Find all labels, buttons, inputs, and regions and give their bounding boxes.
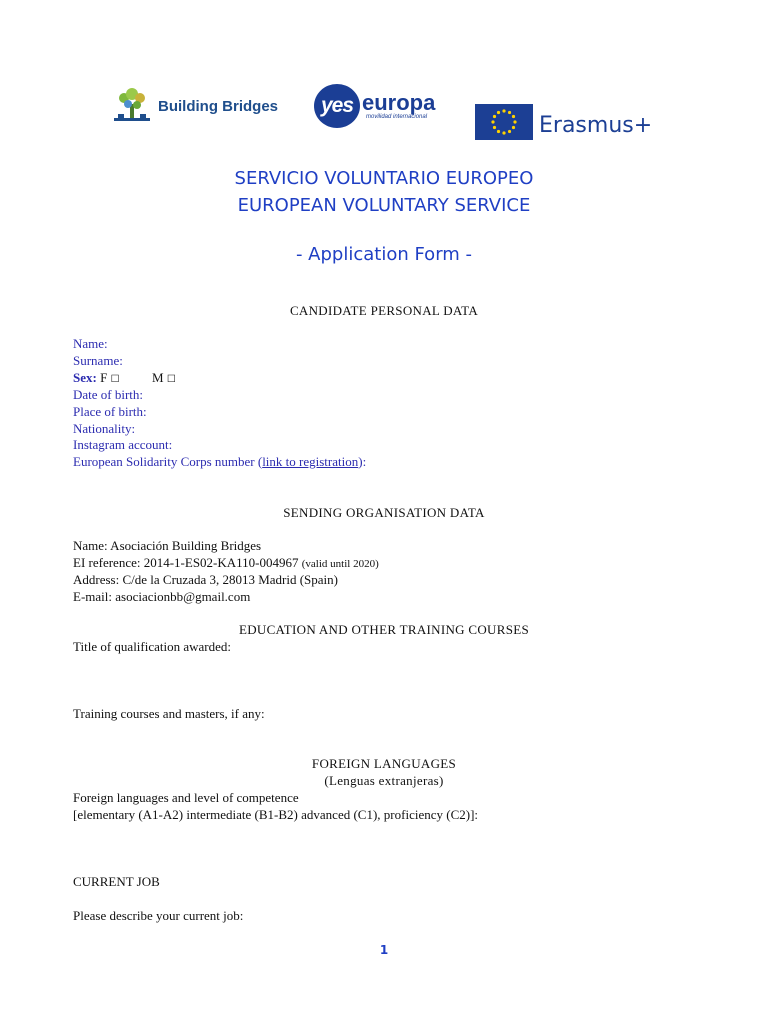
eu-flag-icon: [475, 104, 533, 140]
surname-label: Surname:: [73, 353, 123, 368]
esc-prefix: European Solidarity Corps number (: [73, 454, 263, 469]
nationality-label: Nationality:: [73, 421, 136, 436]
esc-number-row: [73, 454, 366, 470]
qualification-label: Title of qualification awarded:: [73, 639, 232, 654]
registration-link[interactable]: link to registration: [262, 454, 359, 469]
erasmus-text: Erasmus+: [539, 113, 653, 138]
name-label: Name:: [73, 336, 108, 351]
sex-m-checkbox-icon[interactable]: ☐: [166, 374, 176, 385]
job-describe-label: Please describe your current job:: [73, 908, 244, 923]
sex-f-label: F: [100, 370, 108, 385]
tree-icon: [112, 86, 152, 126]
pob-label: Place of birth:: [73, 404, 147, 419]
org-name: Name: Asociación Building Bridges: [73, 538, 262, 553]
ei-reference-row: [73, 555, 379, 571]
form-title: - Application Form -: [295, 244, 473, 265]
courses-label: Training courses and masters, if any:: [73, 706, 265, 721]
sending-heading: SENDING ORGANISATION DATA: [283, 505, 485, 520]
ei-reference: EI reference: 2014-1-ES02-KA110-004967: [73, 555, 299, 570]
org-email: E-mail: asociacionbb@gmail.com: [73, 589, 251, 604]
languages-line2: [elementary (A1-A2) intermediate (B1-B2) advanced (C1), proficiency (C2)]:: [73, 807, 479, 822]
erasmus-logo: [475, 100, 652, 144]
sex-label: Sex:: [73, 370, 97, 385]
yes-europa-logo: [314, 84, 435, 128]
instagram-label: Instagram account:: [73, 437, 173, 452]
europa-text: europa: [362, 90, 436, 115]
page-number: 1: [379, 943, 389, 957]
education-heading: EDUCATION AND OTHER TRAINING COURSES: [238, 622, 530, 637]
languages-line1: Foreign languages and level of competence: [73, 790, 299, 805]
esc-suffix: ):: [358, 454, 367, 469]
yes-oval: yes: [314, 84, 360, 128]
sex-f-checkbox-icon[interactable]: ☐: [110, 374, 120, 385]
dob-label: Date of birth:: [73, 387, 144, 402]
title-spanish: SERVICIO VOLUNTARIO EUROPEO: [234, 168, 534, 189]
building-bridges-text: Building Bridges: [158, 97, 278, 115]
ei-validity: (valid until 2020): [301, 558, 379, 570]
languages-heading: FOREIGN LANGUAGES: [311, 756, 457, 771]
logo-bar: [0, 84, 768, 144]
sex-row: [73, 370, 176, 386]
languages-subheading: (Lenguas extranjeras): [324, 773, 444, 788]
sex-m-label: M: [152, 370, 164, 385]
org-address: Address: C/de la Cruzada 3, 28013 Madrid (Spain): [73, 572, 339, 587]
yes-europa-subtitle: movilidad internacional: [366, 114, 428, 120]
title-english: EUROPEAN VOLUNTARY SERVICE: [237, 195, 531, 216]
candidate-heading: CANDIDATE PERSONAL DATA: [289, 303, 479, 318]
building-bridges-logo: [112, 86, 278, 126]
job-heading: CURRENT JOB: [73, 874, 160, 889]
